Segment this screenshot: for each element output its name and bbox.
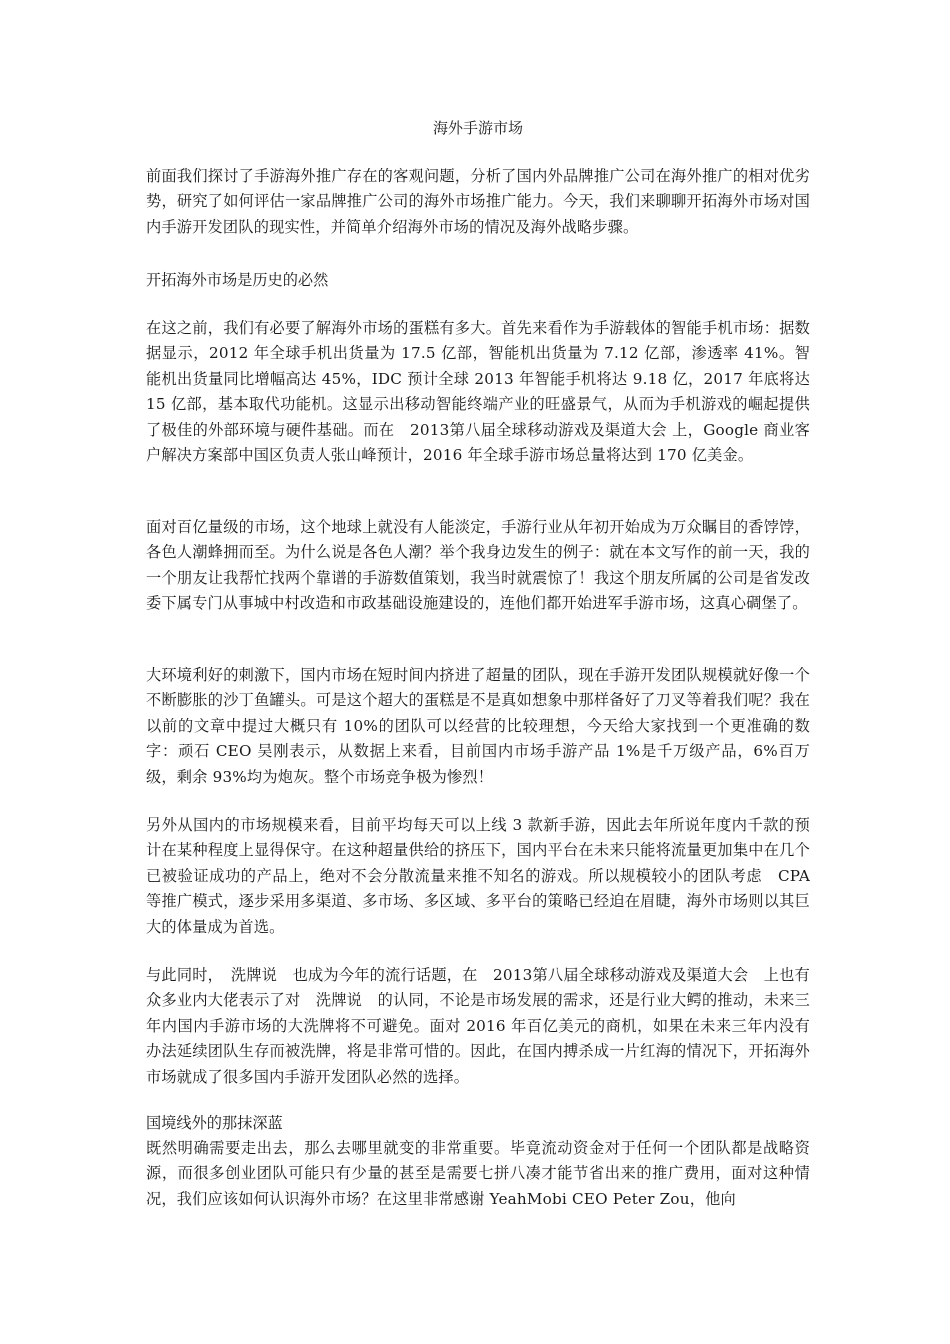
paragraph-where-to-go: 既然明确需要走出去，那么去哪里就变的非常重要。毕竟流动资金对于任何一个团队都是战略资源，而很多创业团队可能只有少量的甚至是需要七拼八凑才能节省出来的推广费用，面对这种情况，我们应该如何认识海外市场？在这里非常感谢 YeahMobi CEO Peter Zou，他向 bbox=[146, 1139, 810, 1208]
paragraph-market-size: 在这之前，我们有必要了解海外市场的蛋糕有多大。首先来看作为手游载体的智能手机市场：据数据显示，2012 年全球手机出货量为 17.5 亿部，智能机出货量为 7.12 亿部，渗透率 41%。智能机出货量同比增幅高达 45%，IDC 预计全球 2013 年智能手机将达 9.18 亿，2017 年底将达 15 亿部，基本取代功能机。这显示出移动智能终端产业的旺盛景气，从而为手机游戏的崛起提供了极佳的外部环境与硬件基础。而在 2013第八届全球移动游戏及渠道大会 上，Google 商业客户解决方案部中国区负责人张山峰预计，2016 年全球手游市场总量将达到 170 亿美金。 bbox=[146, 319, 810, 465]
paragraph-competition: 大环境利好的刺激下，国内市场在短时间内挤进了超量的团队，现在手游开发团队规模就好像一个不断膨胀的沙丁鱼罐头。可是这个超大的蛋糕是不是真如想象中那样备好了刀叉等着我们呢？我在以前的文章中提过大概只有 10%的团队可以经营的比较理想，今天给大家找到一个更准确的数字：顽石 CEO 吴刚表示，从数据上来看，目前国内市场手游产品 1%是千万级产品，6%百万级，剩余 93%均为炮灰。整个市场竞争极为惨烈！ bbox=[146, 666, 810, 786]
paragraph-crowd: 面对百亿量级的市场，这个地球上就没有人能淡定，手游行业从年初开始成为万众瞩目的香饽饽，各色人潮蜂拥而至。为什么说是各色人潮？举个我身边发生的例子：就在本文写作的前一天，我的一个朋友让我帮忙找两个靠谱的手游数值策划，我当时就震惊了！我这个朋友所属的公司是省发改委下属专门从事城中村改造和市政基础设施建设的，连他们都开始进军手游市场，这真心碉堡了。 bbox=[146, 518, 810, 613]
paragraph-reshuffle: 与此同时， 洗牌说 也成为今年的流行话题，在 2013第八届全球移动游戏及渠道大会 上也有众多业内大佬表示了对 洗牌说 的认同，不论是市场发展的需求，还是行业大鳄的推动，未来三年内国内手游市场的大洗牌将不可避免。面对 2016 年百亿美元的商机，如果在未来三年内没有办法延续团队生存而被洗牌，将是非常可惜的。因此，在国内搏杀成一片红海的情况下，开拓海外市场就成了很多国内手游开发团队必然的选择。 bbox=[146, 966, 810, 1086]
paragraph-intro: 前面我们探讨了手游海外推广存在的客观问题，分析了国内外品牌推广公司在海外推广的相对优劣势，研究了如何评估一家品牌推广公司的海外市场推广能力。今天，我们来聊聊开拓海外市场对国内手游开发团队的现实性，并简单介绍海外市场的情况及海外战略步骤。 bbox=[146, 167, 810, 236]
paragraph-domestic-scale: 另外从国内的市场规模来看，目前平均每天可以上线 3 款新手游，因此去年所说年度内千款的预计在某种程度上显得保守。在这种超量供给的挤压下，国内平台在未来只能将流量更加集中在几个已被验证成功的产品上，绝对不会分散流量来推不知名的游戏。所以规模较小的团队考虑 CPA 等推广模式，逐步采用多渠道、多市场、多区域、多平台的策略已经迫在眉睫，海外市场则以其巨大的体量成为首选。 bbox=[146, 816, 826, 936]
page-title: 海外手游市场 bbox=[432, 119, 523, 137]
section-heading-history: 开拓海外市场是历史的必然 bbox=[146, 271, 329, 289]
section-heading-blue: 国境线外的那抹深蓝 bbox=[146, 1114, 283, 1132]
